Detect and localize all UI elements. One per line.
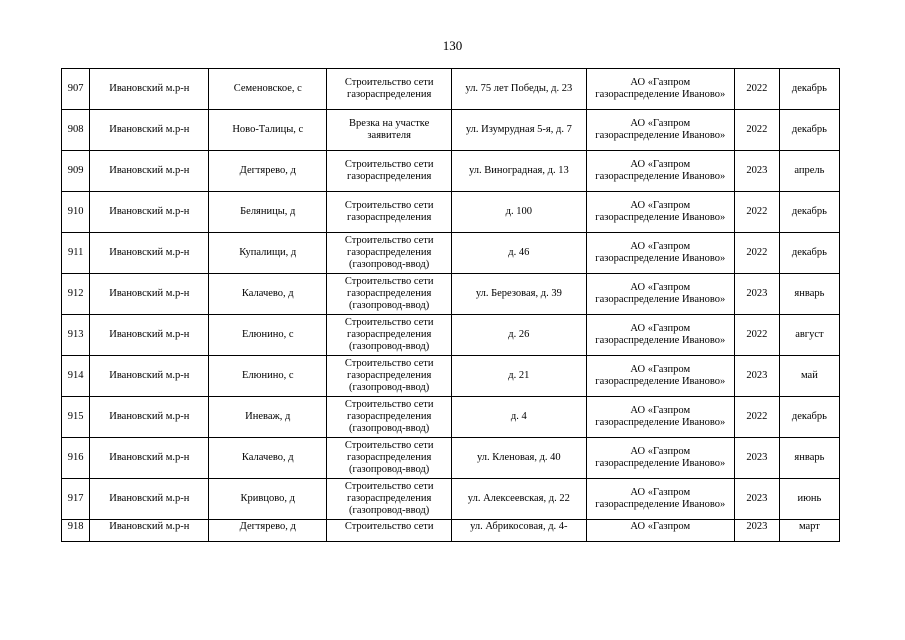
address-cell: ул. Березовая, д. 39 xyxy=(452,274,586,315)
table-row xyxy=(62,151,840,192)
organization-cell: АО «Газпром газораспределение Иваново» xyxy=(586,356,735,397)
address-cell: д. 100 xyxy=(452,192,586,233)
work-type-cell: Строительство сети газораспределения (газопровод-ввод) xyxy=(327,479,452,520)
district-cell: Ивановский м.р-н xyxy=(90,356,209,397)
month-cell: декабрь xyxy=(779,192,839,233)
locality-cell: Калачево, д xyxy=(209,274,327,315)
district-cell: Ивановский м.р-н xyxy=(90,274,209,315)
district-cell: Ивановский м.р-н xyxy=(90,438,209,479)
organization-cell: АО «Газпром газораспределение Иваново» xyxy=(586,315,735,356)
row-number-cell: 907 xyxy=(62,69,90,110)
district-cell: Ивановский м.р-н xyxy=(90,315,209,356)
row-number-cell: 915 xyxy=(62,397,90,438)
month-cell: январь xyxy=(779,274,839,315)
address-cell: ул. Алексеевская, д. 22 xyxy=(452,479,586,520)
month-cell: апрель xyxy=(779,151,839,192)
district-cell: Ивановский м.р-н xyxy=(90,520,209,542)
month-cell: декабрь xyxy=(779,69,839,110)
locality-cell: Кривцово, д xyxy=(209,479,327,520)
table-row xyxy=(62,438,840,479)
year-cell: 2022 xyxy=(735,397,780,438)
table-row xyxy=(62,315,840,356)
address-cell: ул. Кленовая, д. 40 xyxy=(452,438,586,479)
year-cell: 2023 xyxy=(735,479,780,520)
work-type-cell: Строительство сети газораспределения (газопровод-ввод) xyxy=(327,397,452,438)
locality-cell: Елюнино, с xyxy=(209,315,327,356)
district-cell: Ивановский м.р-н xyxy=(90,110,209,151)
address-cell: ул. Абрикосовая, д. 4- xyxy=(452,520,586,542)
year-cell: 2022 xyxy=(735,110,780,151)
address-cell: д. 4 xyxy=(452,397,586,438)
row-number-cell: 910 xyxy=(62,192,90,233)
table-row xyxy=(62,520,840,542)
work-type-cell: Строительство сети газораспределения xyxy=(327,151,452,192)
organization-cell: АО «Газпром газораспределение Иваново» xyxy=(586,274,735,315)
month-cell: май xyxy=(779,356,839,397)
district-cell: Ивановский м.р-н xyxy=(90,397,209,438)
work-type-cell: Строительство сети газораспределения (газопровод-ввод) xyxy=(327,315,452,356)
year-cell: 2022 xyxy=(735,69,780,110)
row-number-cell: 909 xyxy=(62,151,90,192)
month-cell: декабрь xyxy=(779,110,839,151)
organization-cell: АО «Газпром газораспределение Иваново» xyxy=(586,438,735,479)
district-cell: Ивановский м.р-н xyxy=(90,233,209,274)
locality-cell: Иневаж, д xyxy=(209,397,327,438)
row-number-cell: 911 xyxy=(62,233,90,274)
work-type-cell: Строительство сети газораспределения xyxy=(327,69,452,110)
work-type-cell: Строительство сети газораспределения (газопровод-ввод) xyxy=(327,233,452,274)
table-row xyxy=(62,397,840,438)
month-cell: декабрь xyxy=(779,233,839,274)
table-row xyxy=(62,356,840,397)
address-cell: д. 46 xyxy=(452,233,586,274)
year-cell: 2023 xyxy=(735,438,780,479)
table-row xyxy=(62,233,840,274)
district-cell: Ивановский м.р-н xyxy=(90,479,209,520)
work-type-cell: Врезка на участке заявителя xyxy=(327,110,452,151)
row-number-cell: 912 xyxy=(62,274,90,315)
locality-cell: Калачево, д xyxy=(209,438,327,479)
year-cell: 2023 xyxy=(735,520,780,542)
year-cell: 2022 xyxy=(735,233,780,274)
row-number-cell: 908 xyxy=(62,110,90,151)
work-type-cell: Строительство сети газораспределения (газопровод-ввод) xyxy=(327,274,452,315)
table-row xyxy=(62,479,840,520)
page-number: 130 xyxy=(442,38,463,53)
locality-cell: Елюнино, с xyxy=(209,356,327,397)
row-number-cell: 917 xyxy=(62,479,90,520)
table-row xyxy=(62,110,840,151)
organization-cell: АО «Газпром газораспределение Иваново» xyxy=(586,233,735,274)
address-cell: д. 26 xyxy=(452,315,586,356)
organization-cell: АО «Газпром газораспределение Иваново» xyxy=(586,110,735,151)
table-row xyxy=(62,69,840,110)
month-cell: август xyxy=(779,315,839,356)
table-row xyxy=(62,192,840,233)
organization-cell: АО «Газпром газораспределение Иваново» xyxy=(586,192,735,233)
month-cell: январь xyxy=(779,438,839,479)
locality-cell: Беляницы, д xyxy=(209,192,327,233)
address-cell: д. 21 xyxy=(452,356,586,397)
locality-cell: Ново-Талицы, с xyxy=(209,110,327,151)
district-cell: Ивановский м.р-н xyxy=(90,151,209,192)
row-number-cell: 918 xyxy=(62,520,90,542)
month-cell: июнь xyxy=(779,479,839,520)
month-cell: март xyxy=(779,520,839,542)
work-type-cell: Строительство сети газораспределения (газопровод-ввод) xyxy=(327,356,452,397)
organization-cell: АО «Газпром газораспределение Иваново» xyxy=(586,151,735,192)
table-row xyxy=(62,274,840,315)
address-cell: ул. Изумрудная 5-я, д. 7 xyxy=(452,110,586,151)
locality-cell: Купалищи, д xyxy=(209,233,327,274)
year-cell: 2023 xyxy=(735,151,780,192)
work-type-cell: Строительство сети газораспределения (газопровод-ввод) xyxy=(327,438,452,479)
table-body xyxy=(62,69,840,542)
month-cell: декабрь xyxy=(779,397,839,438)
organization-cell: АО «Газпром газораспределение Иваново» xyxy=(586,479,735,520)
address-cell: ул. Виноградная, д. 13 xyxy=(452,151,586,192)
locality-cell: Семеновское, с xyxy=(209,69,327,110)
gasification-table xyxy=(61,68,840,542)
year-cell: 2022 xyxy=(735,315,780,356)
year-cell: 2022 xyxy=(735,192,780,233)
row-number-cell: 914 xyxy=(62,356,90,397)
year-cell: 2023 xyxy=(735,356,780,397)
locality-cell: Дегтярево, д xyxy=(209,151,327,192)
row-number-cell: 913 xyxy=(62,315,90,356)
year-cell: 2023 xyxy=(735,274,780,315)
locality-cell: Дегтярево, д xyxy=(209,520,327,542)
row-number-cell: 916 xyxy=(62,438,90,479)
work-type-cell: Строительство сети xyxy=(327,520,452,542)
organization-cell: АО «Газпром газораспределение Иваново» xyxy=(586,397,735,438)
work-type-cell: Строительство сети газораспределения xyxy=(327,192,452,233)
organization-cell: АО «Газпром xyxy=(586,520,735,542)
address-cell: ул. 75 лет Победы, д. 23 xyxy=(452,69,586,110)
district-cell: Ивановский м.р-н xyxy=(90,69,209,110)
organization-cell: АО «Газпром газораспределение Иваново» xyxy=(586,69,735,110)
district-cell: Ивановский м.р-н xyxy=(90,192,209,233)
